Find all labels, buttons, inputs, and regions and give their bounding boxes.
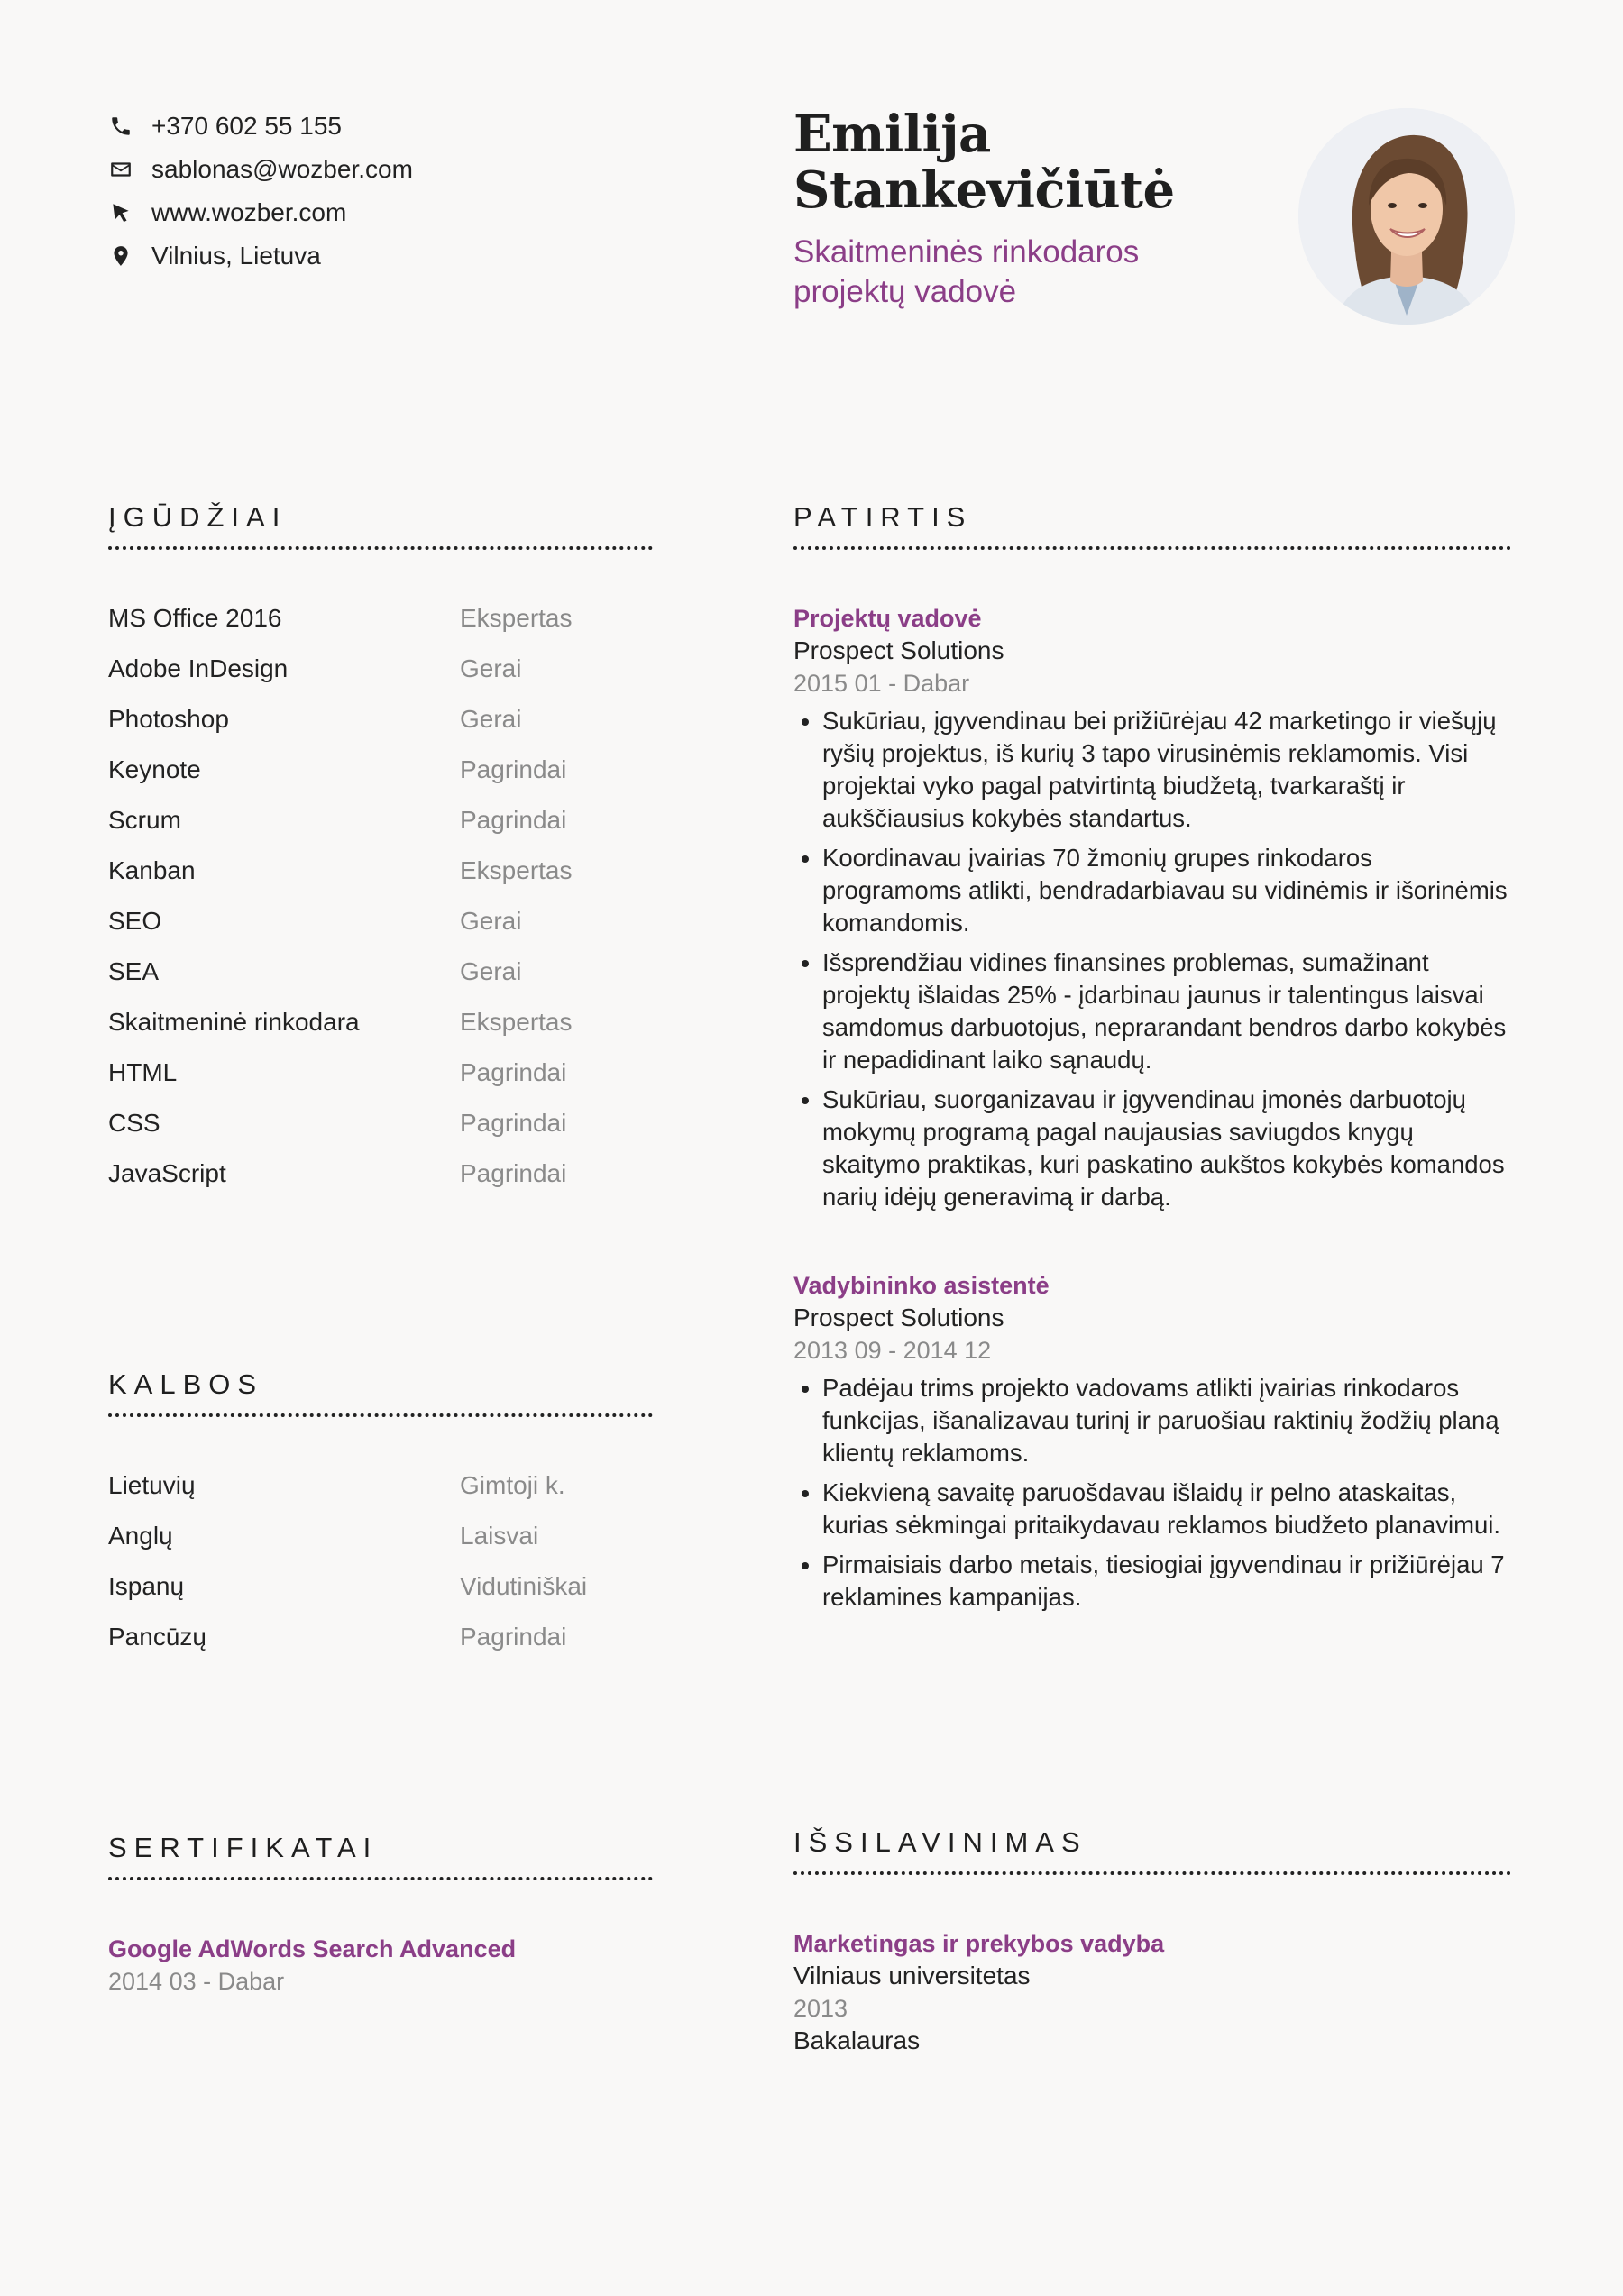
skill-level: Ekspertas <box>460 856 573 884</box>
job-bullet: • Padėjau trims projekto vadovams atlikti įvairias rinkodaros funkcijas, išanalizavau turinį ir paruošiau raktinių žodžių planą klientų reklamoms. <box>822 1372 1515 1469</box>
skill-level: Gerai <box>460 705 522 733</box>
contact-email <box>108 148 649 191</box>
language-level: Vidutiniškai <box>460 1572 588 1600</box>
skill-level: Gerai <box>460 907 522 935</box>
portrait-photo <box>1298 108 1515 325</box>
contact-phone-text: +370 602 55 155 <box>151 112 342 140</box>
languages-section <box>108 1368 653 1417</box>
skill-row <box>108 1148 653 1199</box>
experience-title: PATIRTIS <box>793 501 973 533</box>
experience-divider <box>793 546 1511 550</box>
certificate-item <box>108 1933 653 1998</box>
skill-level: Ekspertas <box>460 1008 573 1036</box>
education-divider <box>793 1871 1511 1875</box>
contact-website-text: www.wozber.com <box>151 198 347 226</box>
skill-name: Photoshop <box>108 705 229 733</box>
skill-name: SEO <box>108 907 162 935</box>
skills-title: ĮGŪDŽIAI <box>108 501 288 533</box>
certificates-divider <box>108 1877 653 1880</box>
skill-name: Adobe InDesign <box>108 654 289 682</box>
language-name: Ispanų <box>108 1572 185 1600</box>
skill-name: JavaScript <box>108 1159 226 1187</box>
language-row <box>108 1612 653 1662</box>
skill-name: HTML <box>108 1058 178 1086</box>
certificate-name: Google AdWords Search Advanced <box>108 1935 517 1962</box>
language-level: Gimtoji k. <box>460 1471 565 1499</box>
skill-level: Ekspertas <box>460 604 573 632</box>
education-item <box>793 1927 1511 2057</box>
cursor-icon <box>108 200 133 225</box>
job-title: Vadybininko asistentė <box>793 1272 1050 1299</box>
job-bullet: • Kiekvieną savaitę paruošdavau išlaidų ir pelno ataskaitas, kurias sėkmingai pritaikydavau reklamos biudžeto planavimui. <box>822 1477 1515 1541</box>
job-bullet: • Išsprendžiau vidines finansines problemas, sumažinant projektų išlaidas 25% - įdarbinau jaunus ir talentingus laisvai samdomus darbuotojus, neprarandant bendros darbo kokybės ir nepadidinant laiko sąnaudų. <box>822 947 1515 1076</box>
skill-name: MS Office 2016 <box>108 604 282 632</box>
contact-website <box>108 191 649 234</box>
contact-email-text: sablonas@wozber.com <box>151 155 413 183</box>
skill-row <box>108 1047 653 1098</box>
certificate-dates: 2014 03 - Dabar <box>108 1968 285 1995</box>
skill-row <box>108 593 653 644</box>
skill-level: Gerai <box>460 957 522 985</box>
skills-divider <box>108 546 653 550</box>
skill-name: Keynote <box>108 755 201 783</box>
contact-phone <box>108 105 649 148</box>
language-level: Laisvai <box>460 1522 539 1550</box>
candidate-name <box>793 106 1262 218</box>
job-bullets <box>793 1372 1515 1614</box>
skill-level: Pagrindai <box>460 755 567 783</box>
job-bullet: • Koordinavau įvairias 70 žmonių grupes rinkodaros programoms atlikti, bendradarbiavau su vidinėmis ir išorinėmis komandomis. <box>822 842 1515 939</box>
skill-row <box>108 997 653 1047</box>
skills-list <box>108 593 653 1199</box>
job-company: Prospect Solutions <box>793 1304 1004 1331</box>
job-bullets <box>793 705 1515 1213</box>
job-entry <box>793 1269 1515 1621</box>
certificates-title: SERTIFIKATAI <box>108 1832 379 1863</box>
language-level: Pagrindai <box>460 1623 567 1651</box>
skill-row <box>108 947 653 997</box>
education-level: Bakalauras <box>793 2026 921 2054</box>
contact-location-text: Vilnius, Lietuva <box>151 242 321 270</box>
education-section <box>793 1826 1511 1875</box>
language-name: Pancūzų <box>108 1623 206 1651</box>
phone-icon <box>108 114 133 139</box>
languages-title: KALBOS <box>108 1368 264 1400</box>
skill-level: Pagrindai <box>460 1109 567 1137</box>
education-degree: Marketingas ir prekybos vadyba <box>793 1930 1165 1957</box>
skill-row <box>108 745 653 795</box>
skill-row <box>108 694 653 745</box>
job-bullet: • Pirmaisiais darbo metais, tiesiogiai įgyvendinau ir prižiūrėjau 7 reklamines kampanijas. <box>822 1549 1515 1614</box>
education-year: 2013 <box>793 1995 848 2022</box>
envelope-icon <box>108 157 133 182</box>
job-bullet: • Sukūriau, įgyvendinau bei prižiūrėjau 42 marketingo ir viešųjų ryšių projektus, iš kurių 3 tapo virusinėmis reklamomis. Visi projektai vyko pagal patvirtintą biudžetą, tvarkaraštį ir aukščiausius kokybės standartus. <box>822 705 1515 835</box>
skills-section <box>108 501 653 550</box>
languages-list <box>108 1460 653 1662</box>
job-bullet: • Sukūriau, suorganizavau ir įgyvendinau įmonės darbuotojų mokymų programą pagal naujausias saviugdos knygų skaitymo praktikas, kuri paskatino aukštos kokybės komandos narių idėjų generavimą ir darbą. <box>822 1084 1515 1213</box>
contact-list <box>108 105 649 278</box>
skill-row <box>108 896 653 947</box>
education-school: Vilniaus universitetas <box>793 1962 1031 1990</box>
skill-row <box>108 1098 653 1148</box>
languages-divider <box>108 1413 653 1417</box>
language-row <box>108 1460 653 1511</box>
skill-level: Pagrindai <box>460 1058 567 1086</box>
experience-section <box>793 501 1511 550</box>
last-name: Stankevičiūtė <box>793 160 1175 220</box>
job-title: Projektų vadovė <box>793 605 982 632</box>
skill-level: Gerai <box>460 654 522 682</box>
skill-row <box>108 644 653 694</box>
skill-row <box>108 795 653 846</box>
skill-name: CSS <box>108 1109 160 1137</box>
job-company: Prospect Solutions <box>793 636 1004 664</box>
language-name: Lietuvių <box>108 1471 196 1499</box>
skill-name: Kanban <box>108 856 196 884</box>
contact-location <box>108 234 649 278</box>
education-title: IŠSILAVINIMAS <box>793 1826 1087 1858</box>
skill-row <box>108 846 653 896</box>
skill-name: SEA <box>108 957 160 985</box>
job-entry <box>793 602 1515 1221</box>
skill-level: Pagrindai <box>460 806 567 834</box>
job-dates: 2015 01 - Dabar <box>793 670 970 697</box>
language-row <box>108 1511 653 1561</box>
certificates-section <box>108 1832 653 1880</box>
first-name: Emilija <box>793 105 991 164</box>
language-name: Anglų <box>108 1522 173 1550</box>
avatar <box>1298 108 1515 325</box>
skill-name: Scrum <box>108 806 181 834</box>
candidate-role: Skaitmeninės rinkodaros projektų vadovė <box>793 234 1140 309</box>
language-row <box>108 1561 653 1612</box>
skill-name: Skaitmeninė rinkodara <box>108 1008 360 1036</box>
map-pin-icon <box>108 243 133 269</box>
skill-level: Pagrindai <box>460 1159 567 1187</box>
job-dates: 2013 09 - 2014 12 <box>793 1337 992 1364</box>
